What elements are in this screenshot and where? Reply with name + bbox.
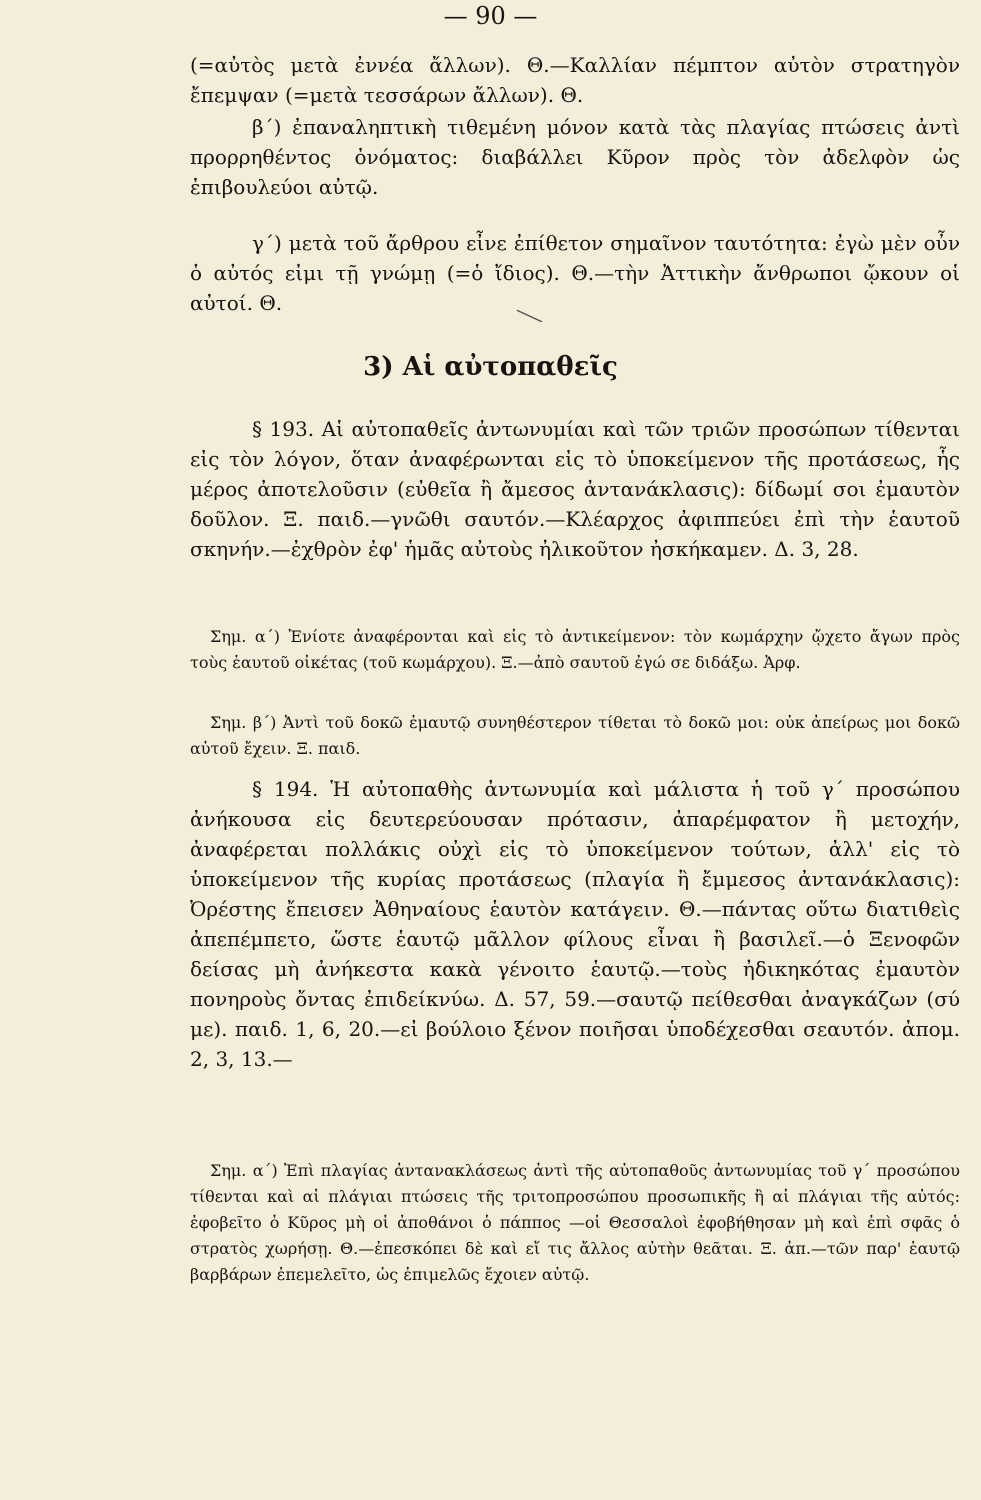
note-194-a: Σημ. α΄) Ἐπὶ πλαγίας ἀντανακλάσεως ἀντὶ τῆς αὐτοπαθοῦς ἀντωνυμίας τοῦ γ΄ προσώπου τίθενται καὶ αἱ πλάγιαι πτώσεις τῆς τριτοπροσώπου προσωπικῆς ἢ αἱ πλάγιαι τῆς αὐτός: ἐφοβεῖτο ὁ Κῦρος μὴ οἱ ἀποθάνοι ὁ πάππος —οἱ Θεσσαλοὶ ἐφοβήθησαν μὴ καὶ ἐπὶ σφᾶς ὁ στρατὸς χωρήσῃ. Θ.—ἐπεσκόπει δὲ καὶ εἴ τις ἄλλος αὐτὴν θεᾶται. Ξ. ἀπ.—τῶν παρ' ἑαυτῷ βαρβάρων ἐπεμελεῖτο, ὡς ἐπιμελῶς ἔχοιεν αὐτῷ. — [190, 1161, 960, 1284]
note-193-a: Σημ. α΄) Ἐνίοτε ἀναφέρονται καὶ εἰς τὸ ἀντικείμενον: τὸν κωμάρχην ᾤχετο ἄγων πρὸς τοὺς ἑαυτοῦ οἰκέτας (τοῦ κωμάρχου). Ξ.—ἀπὸ σαυτοῦ ἐγώ σε διδάξω. Ἀρφ. — [190, 627, 960, 672]
paragraph-1: (=αὐτὸς μετὰ ἐννέα ἄλλων). Θ.—Καλλίαν πέμπτον αὐτὸν στρατηγὸν ἔπεμψαν (=μετὰ τεσσάρων ἄλλων). Θ. — [190, 53, 960, 107]
page-number: — 90 — — [443, 2, 538, 30]
paragraph-3: γ΄) μετὰ τοῦ ἄρθρου εἶνε ἐπίθετον σημαῖνον ταυτότητα: ἐγὼ μὲν οὖν ὁ αὐτός εἰμι τῇ γνώμῃ (=ὁ ἴδιος). Θ.—τὴν Ἀττικὴν ἄνθρωποι ᾤκουν οἱ αὐτοί. Θ. — [190, 231, 960, 315]
section-heading: 3) Αἱ αὐτοπαθεῖς — [363, 352, 618, 382]
section-194: § 194. Ἡ αὐτοπαθὴς ἀντωνυμία καὶ μάλιστα ἡ τοῦ γ΄ προσώπου ἀνήκουσα εἰς δευτερεύουσαν πρότασιν, ἀπαρέμφατον ἢ μετοχήν, ἀναφέρεται πολλάκις οὐχὶ εἰς τὸ ὑποκείμενον τούτων, ἀλλ' εἰς τὸ ὑποκείμενον τῆς κυρίας προτάσεως (πλαγία ἢ ἔμμεσος ἀντανάκλασις): Ὀρέστης ἔπεισεν Ἀθηναίους ἑαυτὸν κατάγειν. Θ.—πάντας οὕτω διατιθεὶς ἀπεπέμπετο, ὥστε ἑαυτῷ μᾶλλον φίλους εἶναι ἢ βασιλεῖ.—ὁ Ξενοφῶν δείσας μὴ ἀνήκεστα κακὰ γένοιτο ἑαυτῷ.—τοὺς ἠδικηκότας ἐμαυτὸν πονηροὺς ὄντας ἐπιδείκνύω. Δ. 57, 59.—σαυτῷ πείθεσθαι ἀναγκάζων (σύ με). παιδ. 1, 6, 20.—εἰ βούλοιο ξένον ποιῆσαι ὑποδέχεσθαι σεαυτόν. ἀπομ. 2, 3, 13.— — [190, 777, 960, 1071]
note-193-b: Σημ. β΄) Ἀντὶ τοῦ δοκῶ ἐμαυτῷ συνηθέστερον τίθεται τὸ δοκῶ μοι: οὐκ ἀπείρως μοι δοκῶ αὐτοῦ ἔχειν. Ξ. παιδ. — [190, 713, 960, 758]
paragraph-2: β΄) ἐπαναληπτικὴ τιθεμένη μόνον κατὰ τὰς πλαγίας πτώσεις ἀντὶ προρρηθέντος ὀνόματος: διαβάλλει Κῦρον πρὸς τὸν ἀδελφὸν ὡς ἐπιβουλεύοι αὐτῷ. — [190, 115, 960, 199]
pencil-mark: ⟍ — [513, 297, 546, 336]
section-193: § 193. Αἱ αὐτοπαθεῖς ἀντωνυμίαι καὶ τῶν τριῶν προσώπων τίθενται εἰς τὸν λόγον, ὅταν ἀναφέρωνται εἰς τὸ ὑποκείμενον τῆς προτάσεως, ἧς μέρος ἀποτελοῦσιν (εὐθεῖα ἢ ἄμεσος ἀντανάκλασις): δίδωμί σοι ἐμαυτὸν δοῦλον. Ξ. παιδ.—γνῶθι σαυτόν.—Κλέαρχος ἀφιππεύει ἐπὶ τὴν ἑαυτοῦ σκηνήν.—ἐχθρὸν ἐφ' ἡμᾶς αὐτοὺς ἠλικοῦτον ἠσκήκαμεν. Δ. 3, 28. — [190, 417, 960, 561]
